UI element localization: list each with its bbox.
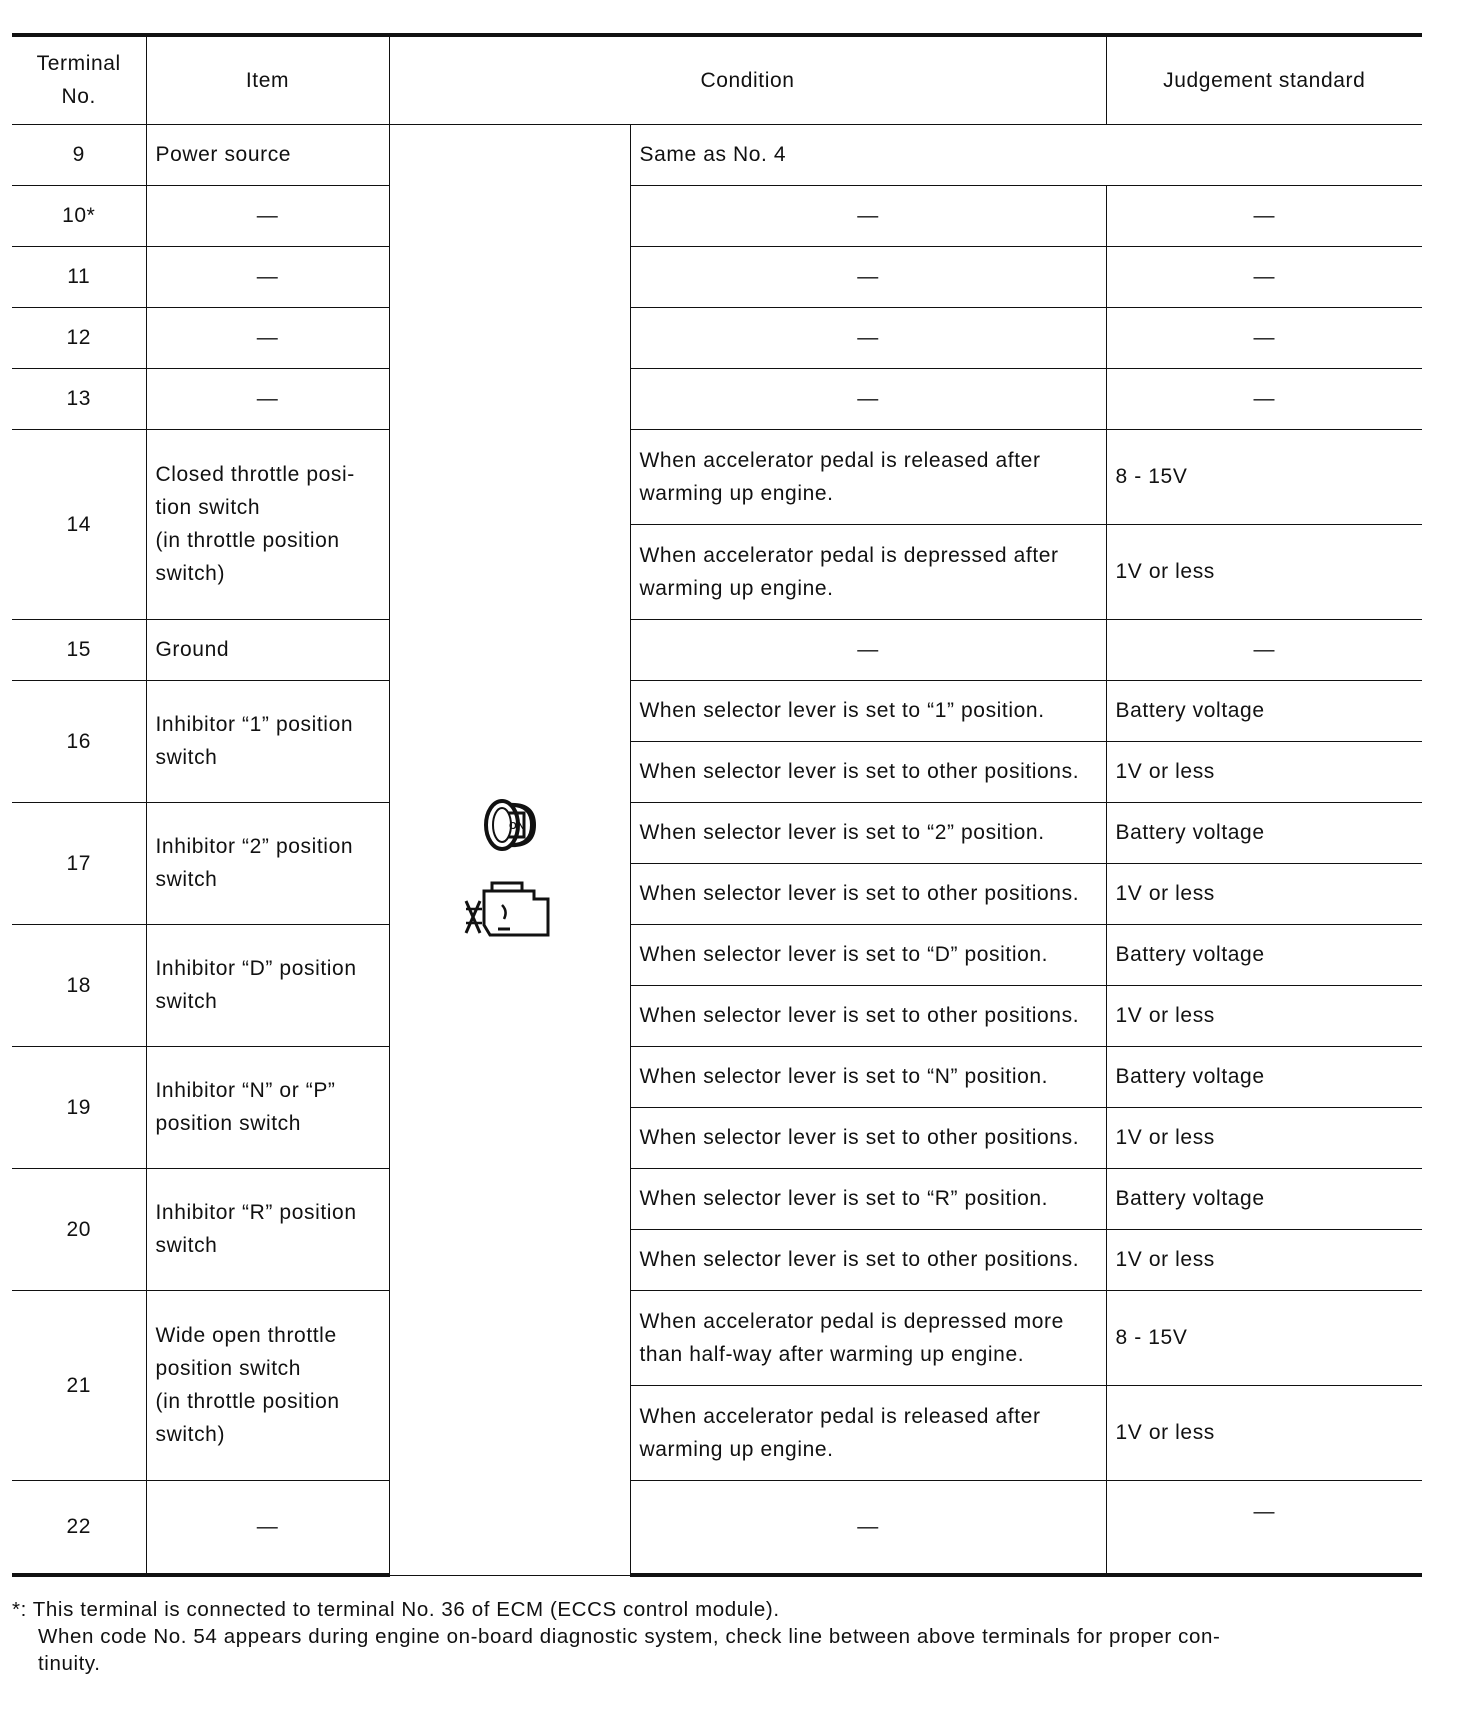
item-line: switch) (155, 1423, 226, 1446)
ignition-on-icon (478, 793, 542, 857)
item-cell (146, 680, 389, 802)
header-item-label: Item (245, 68, 290, 92)
table-header-row (12, 35, 1422, 124)
svg-text:ON: ON (508, 820, 525, 832)
item-line: (in throttle position (155, 529, 340, 552)
footnote-line-1: *: This terminal is connected to terminal No. 36 of ECM (ECCS control module). (12, 1598, 780, 1621)
table-row (12, 124, 1422, 185)
terminal-cell: 12 (12, 307, 146, 368)
condition-line: When accelerator pedal is released after (639, 448, 1041, 472)
judgement-cell: 1V or less (1106, 985, 1422, 1046)
terminal-cell: 15 (12, 619, 146, 680)
judgement-cell: — (1106, 185, 1422, 246)
table-row (12, 1168, 1422, 1229)
table-row (12, 185, 1422, 246)
item-line: switch) (155, 562, 226, 585)
item-cell: — (146, 307, 389, 368)
table-row (12, 924, 1422, 985)
judgement-cell: — (1106, 246, 1422, 307)
condition-cell (630, 429, 1106, 524)
item-cell (146, 1290, 389, 1480)
judgement-cell: — (1106, 368, 1422, 429)
item-cell: Ground (146, 619, 389, 680)
condition-cell: — (630, 1480, 1106, 1575)
condition-cell: When selector lever is set to “R” position. (630, 1168, 1106, 1229)
terminal-cell: 14 (12, 429, 146, 619)
item-cell: — (146, 1480, 389, 1575)
judgement-cell: 8 - 15V (1106, 1290, 1422, 1385)
condition-cell: When selector lever is set to other positions. (630, 863, 1106, 924)
item-line: tion switch (155, 496, 261, 519)
item-line: Inhibitor “2” position (155, 835, 354, 858)
condition-cell (630, 524, 1106, 619)
judgement-cell: 1V or less (1106, 1385, 1422, 1480)
header-condition (389, 35, 1106, 124)
table-row (12, 1480, 1422, 1575)
table-row (12, 1290, 1422, 1385)
judgement-cell: Battery voltage (1106, 802, 1422, 863)
table-row (12, 802, 1422, 863)
item-cell (146, 802, 389, 924)
item-line: position switch (155, 1357, 302, 1380)
terminal-cell: 21 (12, 1290, 146, 1480)
condition-line: When accelerator pedal is released after (639, 1404, 1041, 1428)
condition-cell: When selector lever is set to other positions. (630, 741, 1106, 802)
condition-cell: When selector lever is set to “N” position. (630, 1046, 1106, 1107)
item-cell (146, 1168, 389, 1290)
condition-line: warming up engine. (639, 481, 834, 505)
judgement-cell: — (1106, 307, 1422, 368)
judgement-cell: 1V or less (1106, 524, 1422, 619)
terminal-cell: 13 (12, 368, 146, 429)
table-row (12, 680, 1422, 741)
ecm-terminal-table (12, 33, 1422, 1577)
terminal-cell: 10* (12, 185, 146, 246)
item-line: Inhibitor “N” or “P” (155, 1079, 336, 1102)
table-row (12, 307, 1422, 368)
header-condition-label: Condition (700, 68, 795, 92)
item-cell (146, 1046, 389, 1168)
item-line: (in throttle position (155, 1390, 340, 1413)
item-cell: Power source (146, 124, 389, 185)
engine-running-icon (462, 875, 558, 947)
judgement-cell: — (1106, 619, 1422, 680)
judgement-cell: 8 - 15V (1106, 429, 1422, 524)
terminal-cell: 18 (12, 924, 146, 1046)
table-row (12, 246, 1422, 307)
condition-cell: When selector lever is set to “D” position. (630, 924, 1106, 985)
terminal-table-sheet (12, 33, 1422, 1577)
condition-cell: When selector lever is set to other positions. (630, 1107, 1106, 1168)
condition-icon-cell (389, 124, 630, 1575)
condition-line: warming up engine. (639, 576, 834, 600)
judgement-cell: 1V or less (1106, 741, 1422, 802)
header-terminal-label: Terminal No. (36, 52, 121, 109)
footnote (12, 1596, 1422, 1677)
condition-cell (630, 1385, 1106, 1480)
condition-cell: — (630, 307, 1106, 368)
judgement-cell: Battery voltage (1106, 924, 1422, 985)
judgement-cell: 1V or less (1106, 1229, 1422, 1290)
item-cell (146, 924, 389, 1046)
terminal-cell: 11 (12, 246, 146, 307)
condition-cell: — (630, 246, 1106, 307)
item-line: switch (155, 990, 218, 1013)
item-line: switch (155, 1234, 218, 1257)
condition-line: than half-way after warming up engine. (639, 1342, 1025, 1366)
item-cell: — (146, 185, 389, 246)
table-row (12, 619, 1422, 680)
condition-cell: When selector lever is set to “1” position. (630, 680, 1106, 741)
footnote-line-2: When code No. 54 appears during engine on-board diagnostic system, check line between above terminals for proper con- (38, 1625, 1221, 1648)
judgement-cell: — (1106, 1480, 1422, 1575)
table-row (12, 429, 1422, 524)
terminal-cell: 16 (12, 680, 146, 802)
table-row (12, 368, 1422, 429)
condition-cell: When selector lever is set to other positions. (630, 985, 1106, 1046)
condition-icons (462, 793, 558, 947)
condition-cell: Same as No. 4 (630, 124, 1422, 185)
condition-cell (630, 1290, 1106, 1385)
terminal-cell: 9 (12, 124, 146, 185)
condition-line: warming up engine. (639, 1437, 834, 1461)
terminal-cell: 20 (12, 1168, 146, 1290)
item-cell (146, 429, 389, 619)
item-line: Inhibitor “1” position (155, 713, 354, 736)
item-line: position switch (155, 1112, 302, 1135)
judgement-cell: 1V or less (1106, 1107, 1422, 1168)
terminal-cell: 22 (12, 1480, 146, 1575)
condition-cell: — (630, 619, 1106, 680)
header-judgement (1106, 35, 1422, 124)
condition-cell: When selector lever is set to “2” position. (630, 802, 1106, 863)
header-judgement-label: Judgement standard (1163, 68, 1366, 92)
item-line: Wide open throttle (155, 1324, 337, 1347)
terminal-cell: 19 (12, 1046, 146, 1168)
condition-line: When accelerator pedal is depressed after (639, 543, 1059, 567)
judgement-cell: Battery voltage (1106, 1046, 1422, 1107)
item-cell: — (146, 246, 389, 307)
item-line: Closed throttle posi- (155, 463, 355, 486)
header-item (146, 35, 389, 124)
item-line: switch (155, 868, 218, 891)
item-line: Inhibitor “R” position (155, 1201, 357, 1224)
table-row (12, 1046, 1422, 1107)
condition-cell: — (630, 368, 1106, 429)
condition-cell: When selector lever is set to other positions. (630, 1229, 1106, 1290)
condition-line: When accelerator pedal is depressed more (639, 1309, 1064, 1333)
footnote-line-3: tinuity. (38, 1652, 101, 1675)
condition-cell: — (630, 185, 1106, 246)
judgement-cell: 1V or less (1106, 863, 1422, 924)
header-terminal (12, 35, 146, 124)
judgement-cell: Battery voltage (1106, 1168, 1422, 1229)
item-line: switch (155, 746, 218, 769)
judgement-cell: Battery voltage (1106, 680, 1422, 741)
terminal-cell: 17 (12, 802, 146, 924)
item-line: Inhibitor “D” position (155, 957, 357, 980)
item-cell: — (146, 368, 389, 429)
